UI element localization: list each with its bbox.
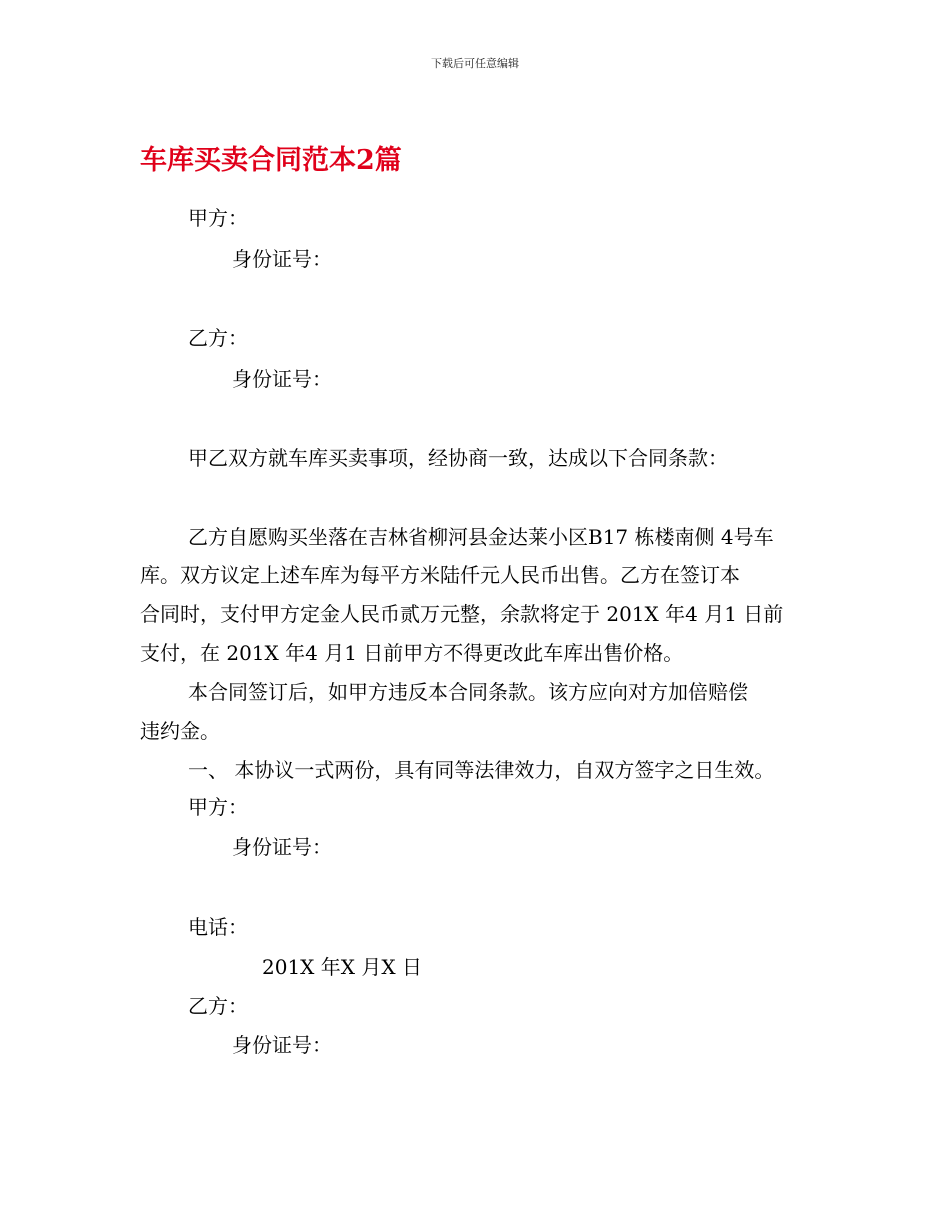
party-a-id-label: 身份证号： (232, 247, 332, 271)
clause2-line: 本合同签订后，如甲方违反本合同条款。该方应向对方加倍赔偿 (188, 680, 748, 704)
signature-party-a-label: 甲方： (188, 795, 248, 819)
party-b-label: 乙方： (188, 326, 248, 350)
clause1-line: 支付，在 201X 年4 月1 日前甲方不得更改此车库出售价格。 (140, 641, 684, 665)
clause1-line: 合同时，支付甲方定金人民币贰万元整，余款将定于 201X 年4 月1 日前 (140, 602, 784, 626)
signature-party-b-label: 乙方： (188, 994, 248, 1018)
party-b-id-label: 身份证号： (232, 367, 332, 391)
clause2-line: 违约金。 (140, 719, 220, 743)
clause1-line: 乙方自愿购买坐落在吉林省柳河县金达莱小区B17 栋楼南侧 4号车 (188, 525, 774, 549)
signature-phone-label: 电话： (188, 915, 248, 939)
signature-party-a-id-label: 身份证号： (232, 835, 332, 859)
clause1-line: 库。双方议定上述车库为每平方米陆仟元人民币出售。乙方在签订本 (140, 563, 740, 587)
intro-paragraph: 甲乙双方就车库买卖事项，经协商一致，达成以下合同条款： (188, 446, 728, 470)
document-title: 车库买卖合同范本2篇 (140, 145, 402, 176)
party-a-label: 甲方： (188, 206, 248, 230)
signature-date: 201X 年X 月X 日 (262, 955, 422, 979)
clause3-paragraph: 一、 本协议一式两份，具有同等法律效力，自双方签字之日生效。 (188, 758, 775, 782)
header-note: 下载后可任意编辑 (431, 57, 519, 70)
signature-party-b-id-label: 身份证号： (232, 1033, 332, 1057)
